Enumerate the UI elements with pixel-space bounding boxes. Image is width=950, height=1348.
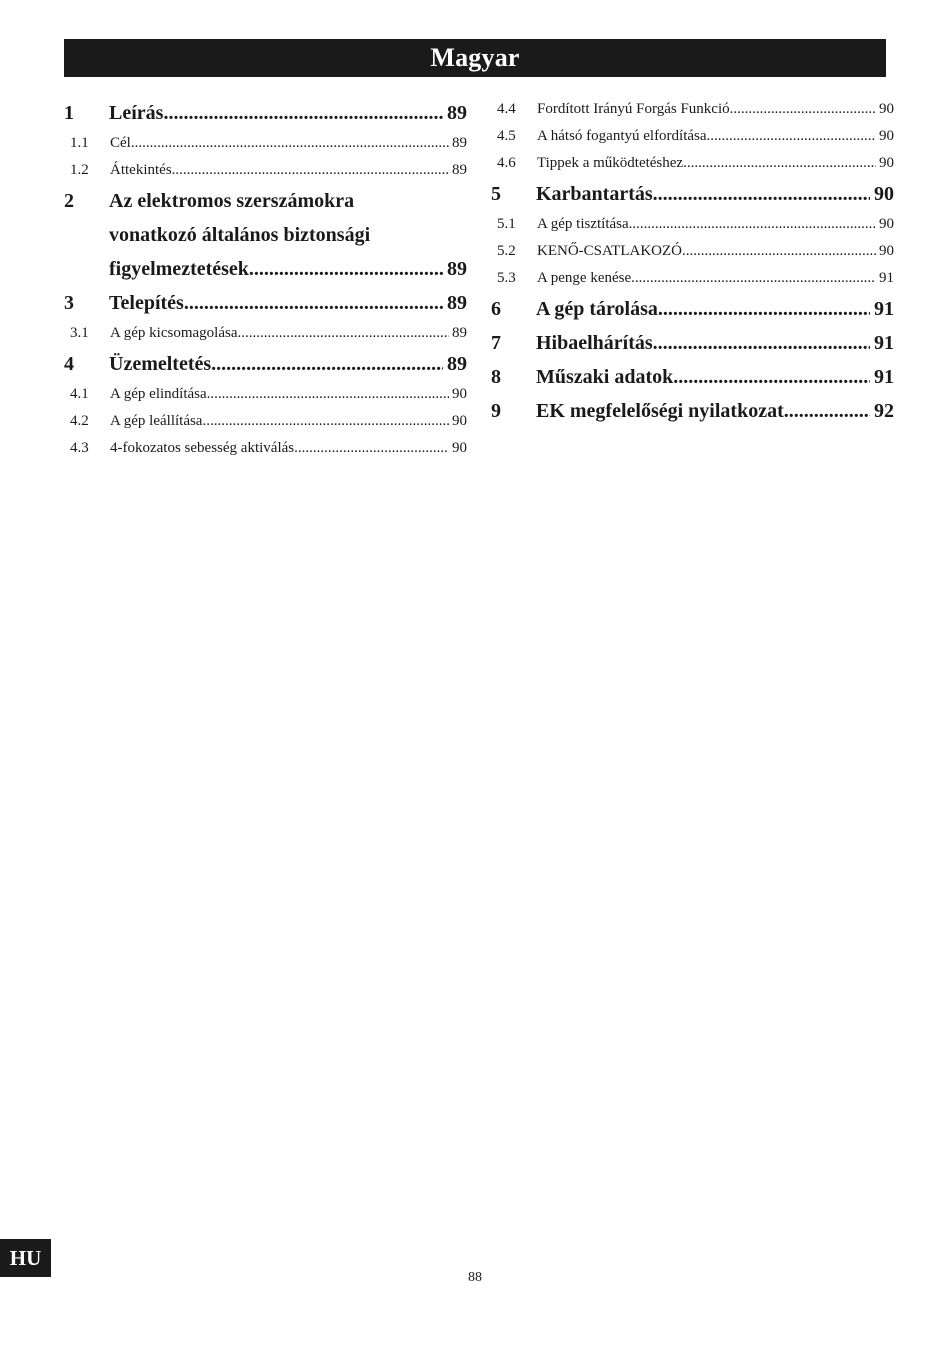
page-title: Magyar xyxy=(430,43,520,72)
toc-number: 4.1 xyxy=(70,386,89,402)
toc-entry-3[interactable] xyxy=(64,286,467,320)
toc-title: Telepítés ..... xyxy=(109,286,443,320)
toc-entry-1[interactable] xyxy=(64,96,467,130)
toc-page: 90 xyxy=(452,386,467,402)
toc-number: 1.1 xyxy=(70,135,89,151)
toc-title: Karbantartás ..... xyxy=(536,177,870,211)
language-code: HU xyxy=(9,1245,42,1270)
toc-entry-2[interactable] xyxy=(64,184,467,286)
toc-number: 1 xyxy=(64,102,74,124)
toc-entry-4-2[interactable] xyxy=(64,408,467,435)
toc-number: 9 xyxy=(491,400,501,422)
toc-page: 89 xyxy=(452,162,467,178)
toc-entry-4-5[interactable] xyxy=(491,123,894,150)
toc-page: 90 xyxy=(879,155,894,171)
toc-number: 4.3 xyxy=(70,440,89,456)
toc-title: 4-fokozatos sebesség aktiválás ..... xyxy=(110,435,449,462)
toc-page: 90 xyxy=(452,440,467,456)
toc-title: Leírás ..... xyxy=(109,96,443,130)
toc-entry-1-2[interactable] xyxy=(64,157,467,184)
toc-entry-4-6[interactable] xyxy=(491,150,894,177)
toc-number: 6 xyxy=(491,298,501,320)
toc-page: 91 xyxy=(874,332,894,354)
toc-title: Cél ..... xyxy=(110,130,449,157)
toc-entry-4-1[interactable] xyxy=(64,381,467,408)
toc-title-line-3-row xyxy=(64,252,467,286)
toc-number: 2 xyxy=(64,190,74,212)
toc-entry-1-1[interactable] xyxy=(64,130,467,157)
toc-number: 3 xyxy=(64,292,74,314)
toc-page: 91 xyxy=(874,366,894,388)
toc-title: A gép kicsomagolása ..... xyxy=(110,320,449,347)
toc-entry-4-3[interactable] xyxy=(64,435,467,462)
toc-page: 91 xyxy=(874,298,894,320)
toc-number: 7 xyxy=(491,332,501,354)
toc-title-line-2: vonatkozó általános biztonsági xyxy=(109,224,371,246)
toc-title: A gép tisztítása ..... xyxy=(537,211,876,238)
toc-title: A gép tárolása ..... xyxy=(536,292,870,326)
toc-title: A gép leállítása ..... xyxy=(110,408,449,435)
toc-page: 90 xyxy=(879,243,894,259)
page-number: 88 xyxy=(468,1270,482,1285)
toc-number: 5.2 xyxy=(497,243,516,259)
toc-page: 90 xyxy=(879,101,894,117)
toc-title: Hibaelhárítás ..... xyxy=(536,326,870,360)
toc-number: 4 xyxy=(64,353,74,375)
toc-title: A hátsó fogantyú elfordítása ..... xyxy=(537,123,876,150)
toc-number: 5.1 xyxy=(497,216,516,232)
toc-page: 90 xyxy=(879,128,894,144)
toc-title: A penge kenése ..... xyxy=(537,265,876,292)
toc-entry-6[interactable] xyxy=(491,292,894,326)
toc-entry-5[interactable] xyxy=(491,177,894,211)
toc-page: 89 xyxy=(447,353,467,375)
toc-title: Fordított Irányú Forgás Funkció ..... xyxy=(537,96,876,123)
toc-number: 5 xyxy=(491,183,501,205)
toc-page: 90 xyxy=(452,413,467,429)
toc-number: 4.2 xyxy=(70,413,89,429)
toc-entry-7[interactable] xyxy=(491,326,894,360)
toc-entry-4[interactable] xyxy=(64,347,467,381)
toc-page: 89 xyxy=(452,135,467,151)
toc-number: 3.1 xyxy=(70,325,89,341)
toc-title-line-1: Az elektromos szerszámokra xyxy=(109,190,355,212)
toc-entry-5-3[interactable] xyxy=(491,265,894,292)
toc-entry-3-1[interactable] xyxy=(64,320,467,347)
toc-number: 4.4 xyxy=(497,101,516,117)
toc-page: 89 xyxy=(447,292,467,314)
toc-page: 89 xyxy=(447,258,467,280)
toc-entry-5-1[interactable] xyxy=(491,211,894,238)
toc-page: 89 xyxy=(447,102,467,124)
toc-number: 4.6 xyxy=(497,155,516,171)
toc-entry-9[interactable] xyxy=(491,394,894,428)
toc-number: 8 xyxy=(491,366,501,388)
toc-page: 90 xyxy=(879,216,894,232)
toc-title: Üzemeltetés ..... xyxy=(109,347,443,381)
section-title-bar xyxy=(64,39,886,77)
toc-entry-5-2[interactable] xyxy=(491,238,894,265)
toc-column-left xyxy=(64,96,467,462)
toc-title: Tippek a működtetéshez ..... xyxy=(537,150,876,177)
toc-title: Műszaki adatok ..... xyxy=(536,360,870,394)
toc-page: 92 xyxy=(874,400,894,422)
toc-page: 90 xyxy=(874,183,894,205)
toc-title: Áttekintés ..... xyxy=(110,157,449,184)
toc-title-line-3: figyelmeztetések ..... xyxy=(109,252,443,286)
toc-entry-4-4[interactable] xyxy=(491,96,894,123)
toc-title: KENŐ-CSATLAKOZÓ ..... xyxy=(537,238,876,265)
toc-title: A gép elindítása ..... xyxy=(110,381,449,408)
toc-page: 89 xyxy=(452,325,467,341)
toc-number: 4.5 xyxy=(497,128,516,144)
toc-number: 1.2 xyxy=(70,162,89,178)
toc-entry-8[interactable] xyxy=(491,360,894,394)
toc-number: 5.3 xyxy=(497,270,516,286)
toc-column-right xyxy=(491,96,894,428)
toc-page: 91 xyxy=(879,270,894,286)
toc-title: EK megfelelőségi nyilatkozat ..... xyxy=(536,394,870,428)
